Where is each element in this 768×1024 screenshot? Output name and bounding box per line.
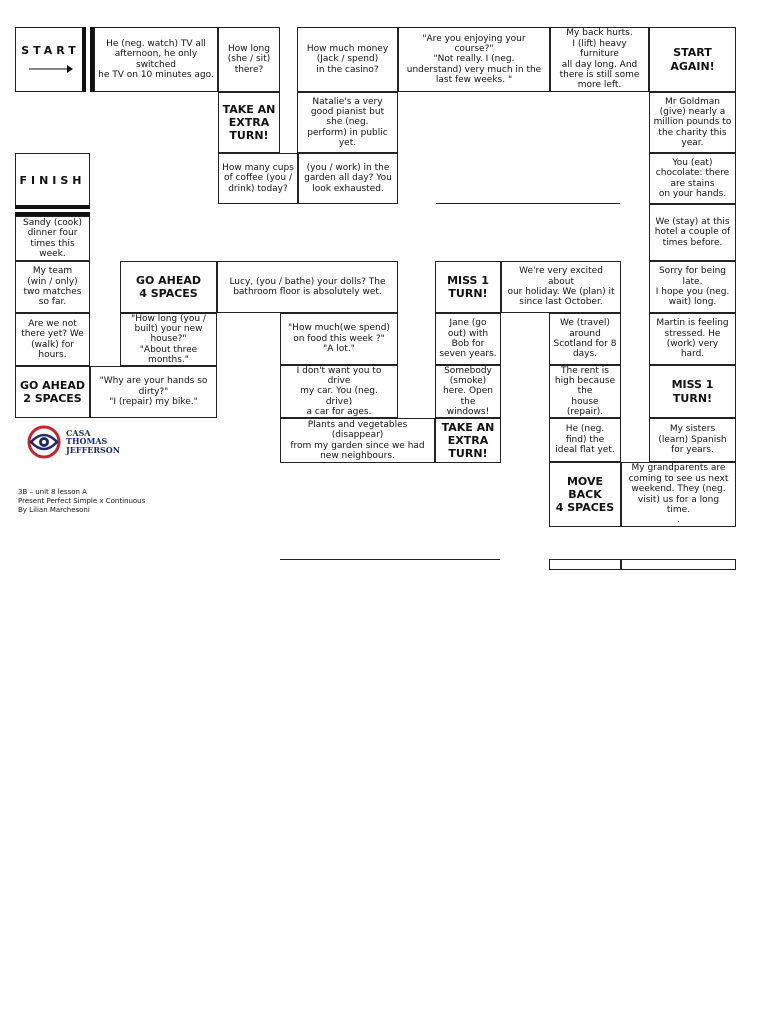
square-text-line: We're very excited xyxy=(519,266,603,277)
school-logo xyxy=(26,424,136,462)
square-text-line: so far. xyxy=(38,297,67,308)
square-text-line: (you / work) in the xyxy=(306,162,390,173)
square-excited xyxy=(501,261,621,313)
square-we-stay xyxy=(649,204,736,261)
square-text-line: times before. xyxy=(662,237,723,248)
square-sandy xyxy=(15,216,90,261)
square-walk xyxy=(15,313,90,366)
square-text-line: Jane (go xyxy=(449,318,487,329)
square-text-line: switched xyxy=(136,59,176,70)
square-text-line: are stains xyxy=(670,178,715,189)
square-text-line: "How much(we spend) xyxy=(288,323,390,334)
square-text-line: My grandparents are xyxy=(631,463,726,474)
square-text-line: I (lift) heavy xyxy=(572,38,627,49)
square-miss-2 xyxy=(649,365,736,418)
square-text-line: since last October. xyxy=(519,297,603,308)
square-text-line: drive) xyxy=(325,396,353,407)
square-drive xyxy=(280,365,398,418)
square-text-line: week. xyxy=(39,248,66,259)
square-text-line: Sorry for being xyxy=(658,266,727,277)
square-start-again xyxy=(649,27,736,92)
square-text-line: TAKE AN xyxy=(441,420,495,434)
square-text-line: chocolate: there xyxy=(655,168,730,179)
square-my-team xyxy=(15,261,90,313)
square-text-line: "I (repair) my bike." xyxy=(109,397,198,408)
square-text-line: windows! xyxy=(446,407,490,418)
credits-line: By Lilian Marchesoni xyxy=(18,505,90,514)
square-text-line: there is still some xyxy=(559,69,640,80)
square-text-line: two matches xyxy=(23,287,82,297)
square-text-line: We (travel) xyxy=(560,318,610,329)
credits xyxy=(18,488,145,514)
square-rent xyxy=(549,365,621,418)
square-text-line: (learn) Spanish xyxy=(658,434,727,445)
finish-square xyxy=(15,153,90,209)
square-text-line: visit) us for a long xyxy=(637,494,720,505)
square-text-line: here. Open xyxy=(442,386,494,397)
square-text-line: of coffee (you / xyxy=(223,173,293,184)
square-text-line: time. xyxy=(666,504,691,515)
square-text-line: drink) today? xyxy=(228,183,288,194)
square-text-line: find) the xyxy=(565,434,605,445)
square-jack-spend xyxy=(297,27,398,92)
square-text-line: weekend. They (neg. xyxy=(631,484,726,495)
square-you-eat xyxy=(649,153,736,204)
square-text-line: I don't want you to xyxy=(296,365,382,376)
square-jane xyxy=(435,313,501,365)
square-text-line: course?" xyxy=(454,43,494,54)
board-line xyxy=(436,203,620,204)
square-miss-1 xyxy=(435,261,501,313)
square-text-line: about xyxy=(548,276,574,287)
square-we-spend xyxy=(280,313,398,365)
square-text-line: dinner four xyxy=(27,228,78,239)
square-text-line: He (neg. xyxy=(565,424,605,435)
square-text-line: (work) very xyxy=(666,339,719,349)
square-text-line: hours. xyxy=(38,349,67,360)
square-text-line: dirty?" xyxy=(138,386,169,397)
square-text-line: Somebody xyxy=(444,365,492,376)
square-text-line: TURN! xyxy=(448,287,488,300)
square-text-line: million pounds to xyxy=(653,117,732,128)
square-text-line: understand) very much in the xyxy=(406,64,542,75)
square-text-line: Martin is feeling xyxy=(656,318,729,329)
square-move-back xyxy=(549,462,621,527)
square-extra-turn-1 xyxy=(218,92,280,153)
square-text-line: bathroom floor is absolutely wet. xyxy=(233,287,382,297)
square-text-line: GO AHEAD xyxy=(135,273,202,287)
square-text-line: last few weeks. " xyxy=(435,75,513,86)
square-text-line: for years. xyxy=(671,445,714,456)
square-text-line: times this xyxy=(30,238,75,249)
square-text-line: hotel a couple of xyxy=(654,227,731,238)
square-text-line: Are we not xyxy=(28,318,77,329)
square-enjoying xyxy=(398,27,550,92)
square-flat xyxy=(549,418,621,462)
square-text-line: the xyxy=(577,386,593,397)
square-sisters xyxy=(649,418,736,462)
square-text-line: house?" xyxy=(150,334,187,345)
square-text-line: garden all day? You xyxy=(304,173,392,184)
square-text-line: built) your new xyxy=(134,323,203,334)
square-text-line: the xyxy=(460,396,476,407)
square-text-line: months." xyxy=(148,355,189,366)
square-text-line: Mr Goldman xyxy=(664,96,720,107)
square-text-line: How many cups xyxy=(222,162,294,173)
square-text-line: "Not really. I (neg. xyxy=(433,54,515,65)
square-text-line: We (stay) at this xyxy=(655,216,730,227)
square-built xyxy=(120,313,217,366)
square-sorry-late xyxy=(649,261,736,313)
square-text-line: AGAIN! xyxy=(670,59,715,73)
square-text-line: How much money xyxy=(306,43,389,54)
start-label: START xyxy=(21,44,80,58)
square-text-line: more left. xyxy=(577,80,622,91)
square-text-line: our holiday. We (plan) it xyxy=(507,287,615,297)
square-text-line: TURN! xyxy=(448,447,488,461)
square-text-line: from my garden since we had xyxy=(290,440,425,451)
board-line-bottom xyxy=(280,559,500,560)
square-back-hurts xyxy=(550,27,649,92)
square-text-line: (give) nearly a xyxy=(659,106,726,117)
square-text-line: 2 SPACES xyxy=(23,392,82,405)
square-extra-turn-2 xyxy=(435,418,501,463)
square-text-line: MISS 1 xyxy=(447,273,489,287)
square-text-line: a car for ages. xyxy=(306,407,372,418)
start-square xyxy=(15,27,86,92)
square-text-line: "About three xyxy=(139,344,198,355)
square-text-line: "Are you enjoying your xyxy=(422,33,526,44)
start-double-bar xyxy=(82,27,86,92)
square-text-line: START xyxy=(673,46,712,60)
square-text-line: yet. xyxy=(338,138,357,149)
credits-line: 3B – unit 8 lesson A xyxy=(18,488,87,496)
square-text-line: seven years. xyxy=(439,349,497,360)
square-text-line: ideal flat yet. xyxy=(555,445,615,456)
square-text-line: "How long (you / xyxy=(131,313,206,324)
square-text-line: You (eat) xyxy=(672,157,713,168)
finish-label: FINISH xyxy=(19,173,86,187)
square-text-line: BACK xyxy=(568,487,602,501)
logo-emblem-icon xyxy=(26,424,62,460)
arrow-right-icon xyxy=(29,64,73,74)
square-text-line: in the casino? xyxy=(316,64,379,75)
square-text-line: TAKE AN xyxy=(222,102,276,116)
square-text-line: on your hands. xyxy=(658,188,727,199)
square-text-line: (walk) for xyxy=(31,339,74,350)
square-text-line: new neighbours. xyxy=(320,450,395,461)
square-text-line: house xyxy=(571,396,599,407)
square-text-line: He (neg. watch) TV all xyxy=(106,38,206,49)
square-text-line: (smoke) xyxy=(449,375,487,386)
square-text-line: The rent is xyxy=(561,365,609,376)
square-text-line: the charity this xyxy=(658,127,727,138)
square-natalie xyxy=(297,92,398,153)
square-text-line: hard. xyxy=(680,349,705,360)
empty-cell xyxy=(549,559,621,570)
square-text-line: year. xyxy=(681,138,704,149)
square-martin xyxy=(649,313,736,365)
logo-text-line: THOMAS xyxy=(66,436,108,447)
square-text-line: on food this week ?" xyxy=(293,333,385,344)
square-text-line: Bob for xyxy=(451,339,485,349)
square-lucy xyxy=(217,261,398,313)
square-goldman xyxy=(649,92,736,153)
square-text-line: perform) in public xyxy=(307,127,388,138)
square-text-line: he TV on 10 minutes ago. xyxy=(98,69,214,80)
logo-text xyxy=(66,429,120,454)
square-text-line: MISS 1 xyxy=(671,378,714,392)
square-text-line: wait) long. xyxy=(668,297,717,308)
square-text-line: EXTRA xyxy=(228,115,270,129)
square-text-line: around xyxy=(569,328,601,339)
square-she-sit xyxy=(218,27,280,92)
square-text-line: stressed. He xyxy=(664,328,721,339)
square-text-line: "A lot." xyxy=(323,344,355,355)
credits-line: Present Perfect Simple x Continuous xyxy=(18,496,146,505)
square-text-line: (repair). xyxy=(566,407,604,418)
square-coffee xyxy=(218,153,298,204)
square-text-line: there? xyxy=(234,64,264,75)
square-text-line: good pianist but xyxy=(310,106,385,117)
square-you-work xyxy=(298,153,398,204)
square-text-line: Scotland for 8 xyxy=(553,339,617,349)
square-text-line: drive xyxy=(327,375,351,386)
square-text-line: TURN! xyxy=(672,391,713,405)
square-text-line: My back hurts. xyxy=(566,28,633,39)
square-text-line: My team xyxy=(32,266,73,277)
square-smoke xyxy=(435,365,501,418)
square-text-line: How long xyxy=(228,43,270,54)
square-text-line: all day long. And xyxy=(561,59,638,70)
square-hands xyxy=(90,366,217,418)
square-plants xyxy=(280,418,435,463)
square-watch xyxy=(94,27,218,92)
square-text-line: Natalie's a very xyxy=(312,96,383,107)
square-text-line: (Jack / spend) xyxy=(316,54,379,65)
square-text-line: there yet? We xyxy=(21,329,84,340)
logo-text-line: CASA xyxy=(66,428,91,438)
square-text-line: I hope you (neg. xyxy=(655,287,730,297)
square-travel xyxy=(549,313,621,365)
square-text-line: EXTRA xyxy=(447,433,489,447)
square-text-line: afternoon, he only xyxy=(114,49,198,60)
square-text-line: my car. You (neg. xyxy=(300,386,378,397)
finish-double-bar xyxy=(15,205,90,209)
square-text-line: (she / sit) xyxy=(227,54,271,65)
square-text-line: late. xyxy=(682,276,703,287)
square-text-line: coming to see us next xyxy=(628,473,729,484)
square-text-line: My sisters xyxy=(669,424,716,435)
square-text-line: 4 SPACES xyxy=(139,287,198,300)
square-text-line: Sandy (cook) xyxy=(22,217,83,228)
square-grandparents xyxy=(621,462,736,527)
square-text-line: days. xyxy=(572,349,598,360)
square-text-line: "Why are your hands so xyxy=(99,376,208,387)
square-text-line: (win / only) xyxy=(27,276,78,287)
square-text-line: furniture xyxy=(580,49,619,60)
square-text-line: out) with xyxy=(447,328,489,339)
square-text-line: MOVE xyxy=(566,474,603,488)
square-text-line: GO AHEAD xyxy=(19,378,86,392)
square-text-line: high because xyxy=(554,375,616,386)
square-text-line: Plants and vegetables xyxy=(307,419,408,430)
empty-cell-2 xyxy=(621,559,736,570)
square-ahead-4 xyxy=(120,261,217,313)
square-text-line: TURN! xyxy=(229,129,269,143)
square-text-line: Lucy, (you / bathe) your dolls? The xyxy=(229,276,386,287)
square-text-line: . xyxy=(677,515,680,526)
square-text-line: (disappear) xyxy=(331,430,384,441)
square-text-line: she (neg. xyxy=(326,117,369,128)
square-ahead-2 xyxy=(15,366,90,418)
square-text-line: 4 SPACES xyxy=(555,501,615,515)
square-text-line: look exhausted. xyxy=(312,183,384,194)
logo-text-line: JEFFERSON xyxy=(66,444,121,455)
